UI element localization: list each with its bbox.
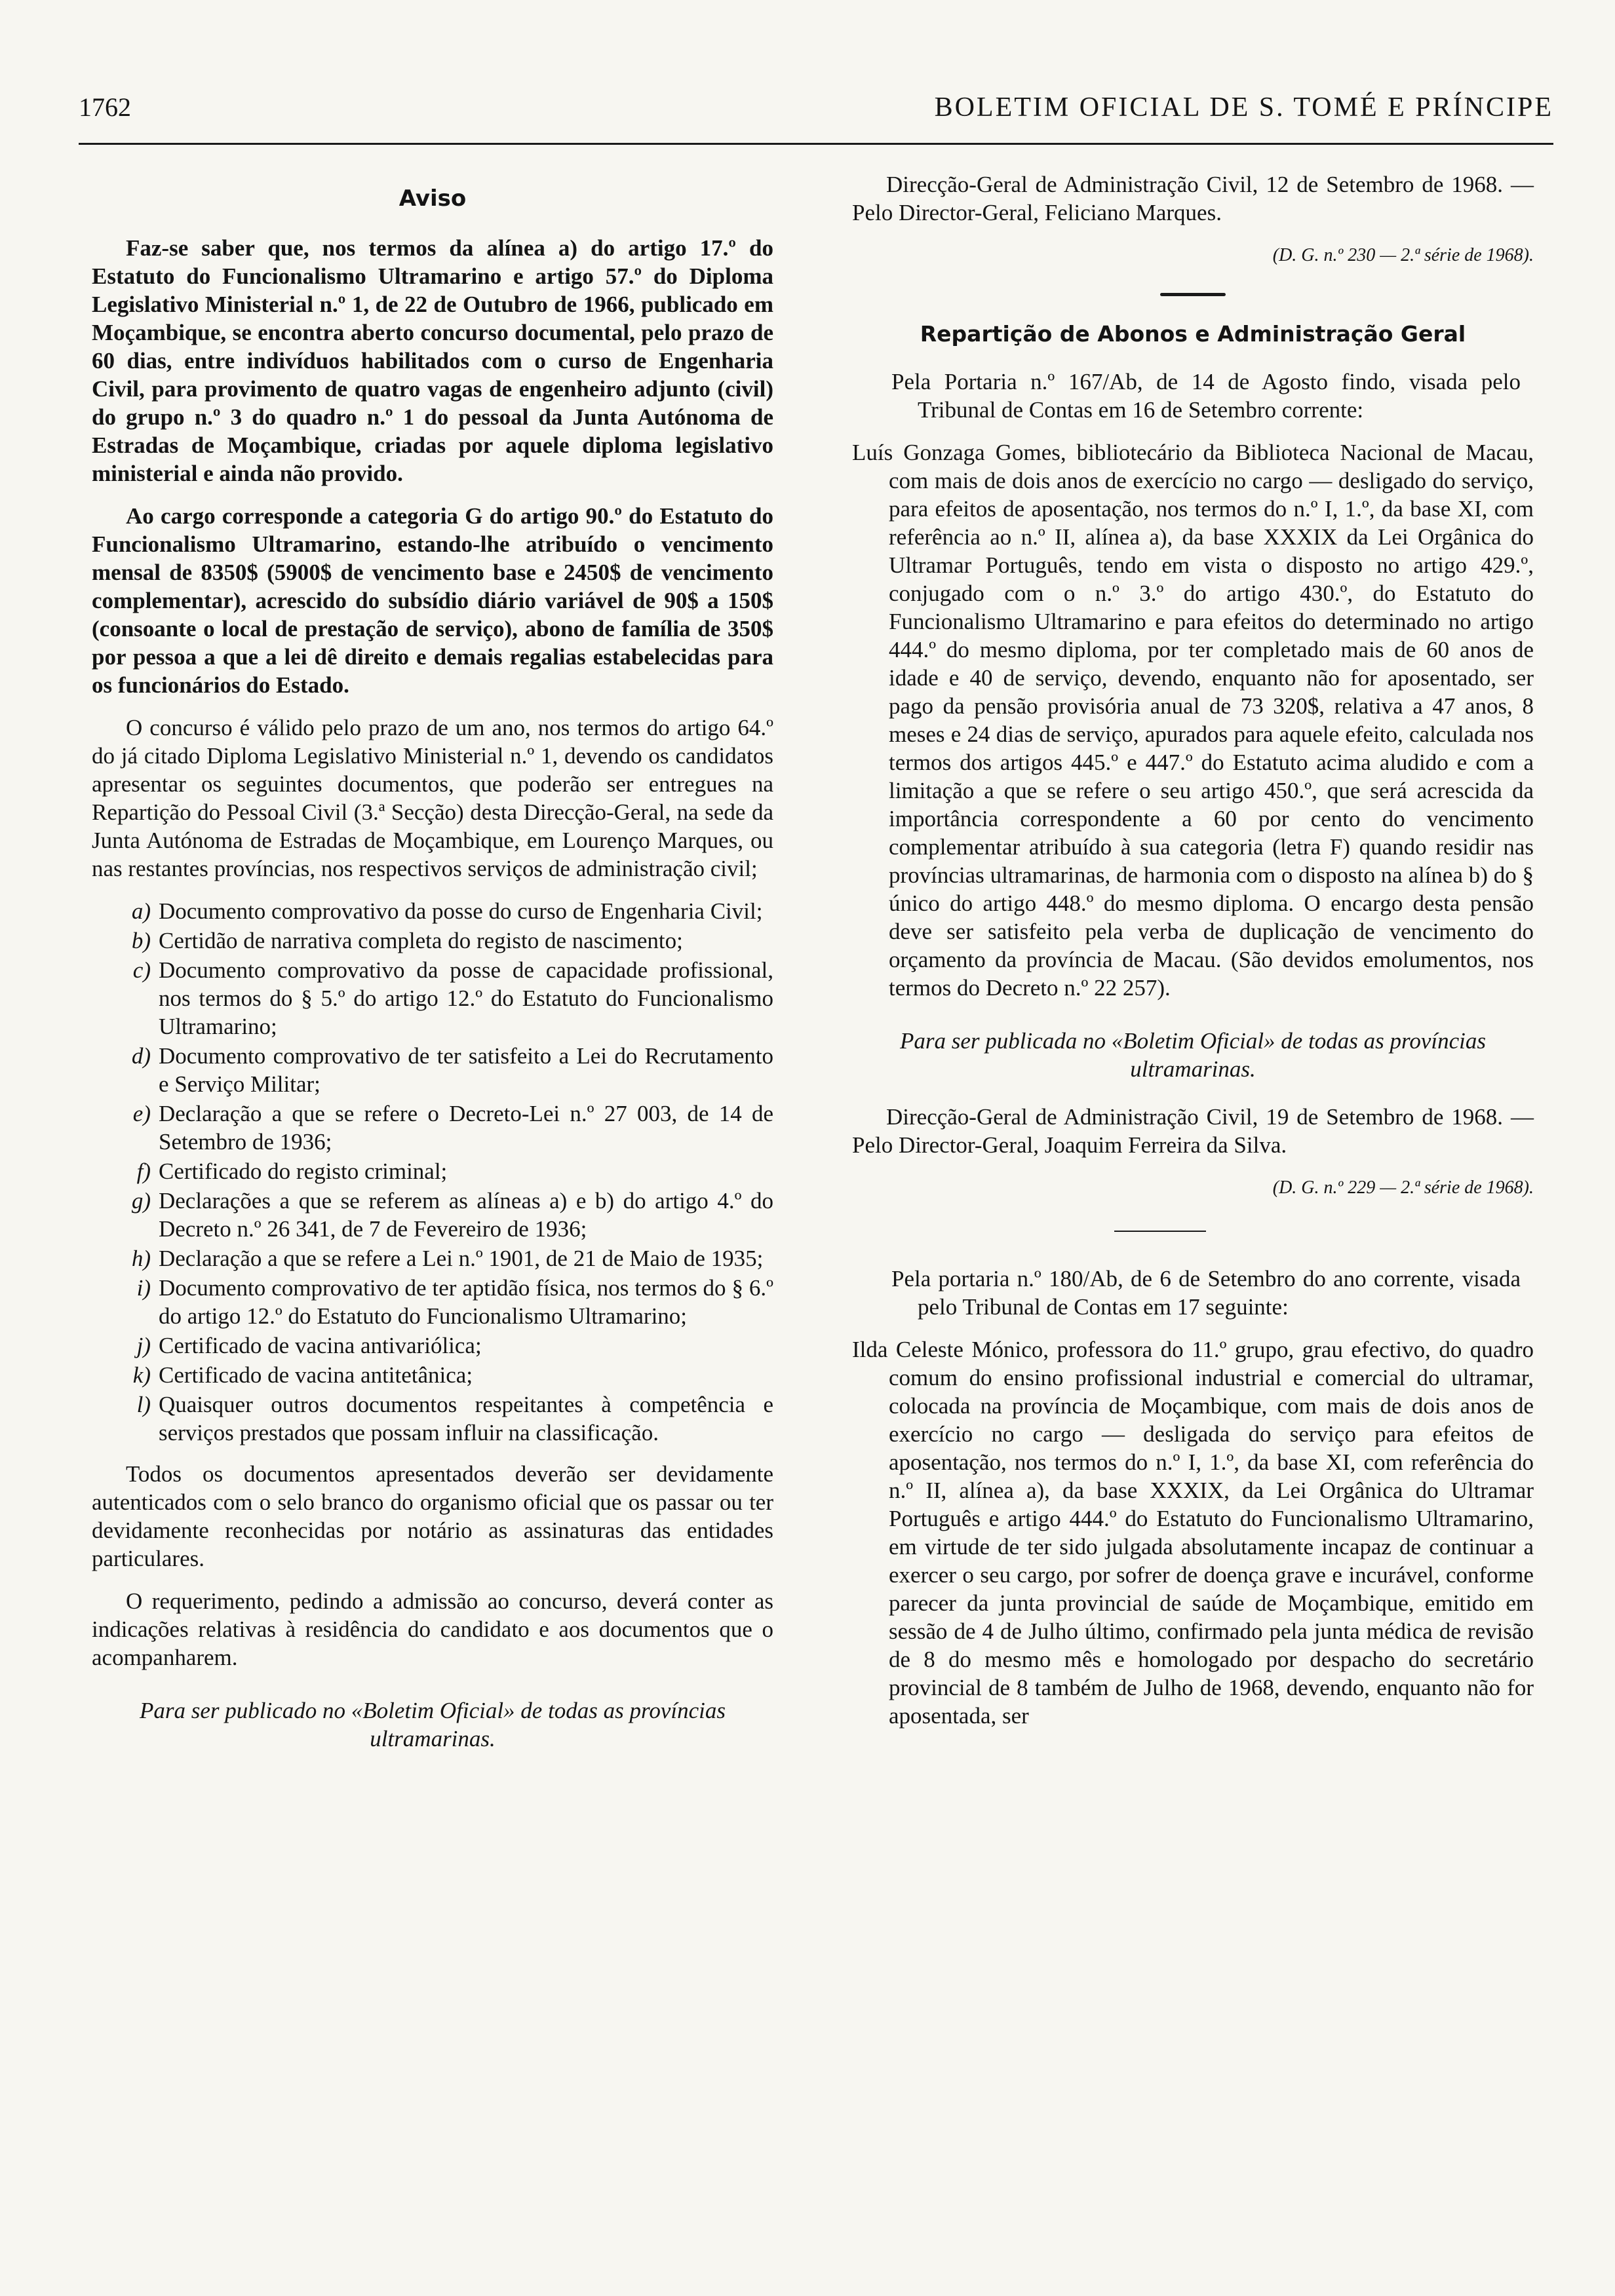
list-item — [92, 1274, 773, 1330]
portaria-intro-1: Pela Portaria n.º 167/Ab, de 14 de Agosto findo, visada pelo Tribunal de Contas em 16 de Setembro corrente: — [891, 369, 1521, 423]
list-item-text: Documento comprovativo de ter aptidão física, nos termos do § 6.º do artigo 12.º do Estatuto do Funcionalismo Ultramarino; — [159, 1275, 773, 1329]
notice-paragraph-3: O concurso é válido pelo prazo de um ano, nos termos do artigo 64.º do já citado Diploma Legislativo Ministerial n.º 1, devendo os candidatos apresentar os seguintes documentos, que poderão ser entregues na Repartição do Pessoal Civil (3.ª Secção) desta Direcção-Geral, na sede da Junta Autónoma de Estradas de Moçambique, em Lourenço Marques, ou nas restantes províncias, nos respectivos serviços de administração civil; — [92, 715, 773, 881]
list-item-label: k) — [132, 1362, 151, 1388]
list-item — [92, 897, 773, 925]
document-list — [92, 897, 773, 1447]
list-item-label: j) — [136, 1333, 151, 1358]
list-item-label: b) — [131, 928, 151, 953]
left-column — [92, 170, 773, 1772]
right-column — [852, 170, 1534, 1744]
list-item — [92, 1331, 773, 1360]
gazette-reference-2: (D. G. n.º 229 — 2.ª série de 1968). — [1272, 1177, 1534, 1198]
running-title: BOLETIM OFICIAL DE S. TOMÉ E PRÍNCIPE — [934, 92, 1553, 123]
publication-note: Para ser publicado no «Boletim Oficial» de todas as províncias ultramarinas. — [139, 1698, 726, 1751]
notice-paragraph-1: Faz-se saber que, nos termos da alínea a) do artigo 17.º do Estatuto do Funcionalismo Ultramarino e artigo 57.º do Diploma Legislativo Ministerial n.º 1, de 22 de Outubro de 1966, publicado em Moçambique, se encontra aberto concurso documental, pelo prazo de 60 dias, entre indivíduos habilitados com o curso de Engenharia Civil, para provimento de quatro vagas de engenheiro adjunto (civil) do grupo n.º 3 do quadro n.º 1 do pessoal da Junta Autónoma de Estradas de Moçambique, criadas por aquele diploma legislativo ministerial e ainda não provido. — [92, 235, 773, 486]
portaria-body-1: Luís Gonzaga Gomes, bibliotecário da Biblioteca Nacional de Macau, com mais de dois anos de exercício no cargo — desligado do serviço, para efeitos de aposentação, nos termos do n.º I, 1.º, da base XI, com referência ao n.º II, alínea a), da base XXXIX da Lei Orgânica do Ultramar Português, tendo em vista o disposto no artigo 429.º, conjugado com o n.º 3.º do artigo 430.º, do Estatuto do Funcionalismo Ultramarino e para efeitos do determinado no artigo 444.º do mesmo diploma, por ter completado mais de 60 anos de idade e 40 de serviço, devendo, enquanto não for aposentado, ser pago da pensão provisória anual de 73 320$, relativa a 47 anos, 8 meses e 24 dias de serviço, apurados para aquele efeito, calculada nos termos dos artigos 445.º e 447.º do Estatuto acima aludido e com a limitação a que se refere o seu artigo 450.º, que será acrescida da importância correspondente a 60 por cento do vencimento complementar atribuído à sua categoria (letra F) quando residir nas províncias ultramarinas, de harmonia com o disposto na alínea b) do § único do artigo 448.º do mesmo diploma. O encargo desta pensão deve ser satisfeito pela verba de duplicação de vencimento do orçamento da província de Macau. (São devidos emolumentos, nos termos do Decreto n.º 22 257). — [852, 440, 1534, 1001]
separator-line — [1114, 1231, 1206, 1232]
list-item-label: i) — [136, 1275, 151, 1301]
signature-block-2: Direcção-Geral de Administração Civil, 19 de Setembro de 1968. — Pelo Director-Geral, Joaquim Ferreira da Silva. — [852, 1104, 1534, 1158]
list-item-label: c) — [132, 957, 151, 983]
list-item-label: g) — [131, 1188, 151, 1214]
notice-paragraph-4: Todos os documentos apresentados deverão ser devidamente autenticados com o selo branco do organismo oficial que os passar ou ter devidamente reconhecidas por notário as assinaturas das entidades particulares. — [92, 1461, 773, 1571]
notice-paragraph-5: O requerimento, pedindo a admissão ao concurso, deverá conter as indicações relativas à residência do candidato e aos documentos que o acompanharem. — [92, 1588, 773, 1670]
list-item — [92, 1100, 773, 1156]
notice-title: Aviso — [399, 185, 467, 212]
page-number: 1762 — [79, 92, 131, 122]
list-item-label: e) — [132, 1101, 151, 1126]
list-item — [92, 1390, 773, 1447]
notice-paragraph-2: Ao cargo corresponde a categoria G do artigo 90.º do Estatuto do Funcionalismo Ultramarino, estando-lhe atribuído o vencimento mensal de 8350$ (5900$ de vencimento base e 2450$ de vencimento complementar), acrescido do subsídio diário variável de 90$ a 150$ (consoante o local de prestação de serviço), abono de família de 350$ por pessoa a que a lei dê direito e demais regalias estabelecidas para os funcionários do Estado. — [92, 503, 773, 698]
page-header — [79, 92, 1553, 138]
list-item-text: Declarações a que se referem as alíneas a) e b) do artigo 4.º do Decreto n.º 26 341, de 7 de Fevereiro de 1936; — [159, 1188, 773, 1242]
list-item — [92, 1361, 773, 1389]
list-item — [92, 1187, 773, 1243]
portaria-body-2: Ilda Celeste Mónico, professora do 11.º grupo, grau efectivo, do quadro comum do ensino profissional industrial e comercial do ultramar, colocada na província de Moçambique, com mais de dois anos de exercício no cargo — desligada do serviço para efeitos de aposentação, nos termos do n.º I, 1.º, da base XI, com referência do n.º II, alínea a), da base XXXIX, da Lei Orgânica do Ultramar Português e artigo 444.º do Estatuto do Funcionalismo Ultramarino, em virtude de ter sido julgada absolutamente incapaz de continuar a exercer o seu cargo, por sofrer de doença grave e incurável, conforme parecer da junta provincial de saúde de Moçambique, emitido em sessão de 4 de Julho último, confirmado pela junta médica de revisão de 8 do mesmo mês e homologado por despacho do secretário provincial de 8 também de Julho de 1968, devendo, enquanto não for aposentada, ser — [852, 1337, 1534, 1729]
list-item-text: Documento comprovativo da posse do curso de Engenharia Civil; — [159, 898, 763, 924]
list-item-text: Declaração a que se refere o Decreto-Lei n.º 27 003, de 14 de Setembro de 1936; — [159, 1101, 773, 1155]
ornament-divider — [1160, 293, 1226, 296]
list-item-label: h) — [131, 1246, 151, 1271]
list-item-text: Certidão de narrativa completa do registo de nascimento; — [159, 928, 683, 953]
publication-note-2: Para ser publicada no «Boletim Oficial» de todas as províncias ultramarinas. — [899, 1028, 1487, 1082]
section-heading: Repartição de Abonos e Administração Geral — [920, 321, 1466, 347]
portaria-intro-2: Pela portaria n.º 180/Ab, de 6 de Setembro do ano corrente, visada pelo Tribunal de Contas em 17 seguinte: — [891, 1266, 1521, 1320]
list-item-text: Documento comprovativo da posse de capacidade profissional, nos termos do § 5.º do artigo 12.º do Estatuto do Funcionalismo Ultramarino; — [159, 957, 773, 1039]
gazette-reference-1: (D. G. n.º 230 — 2.ª série de 1968). — [1272, 245, 1534, 265]
signature-block-1: Direcção-Geral de Administração Civil, 12 de Setembro de 1968. — Pelo Director-Geral, Feliciano Marques. — [852, 172, 1534, 225]
list-item-label: f) — [136, 1158, 151, 1184]
list-item-text: Certificado do registo criminal; — [159, 1158, 448, 1184]
list-item-text: Quaisquer outros documentos respeitantes à competência e serviços prestados que possam influir na classificação. — [159, 1392, 773, 1445]
list-item-label: d) — [131, 1043, 151, 1069]
list-item-label: a) — [131, 898, 151, 924]
list-item — [92, 927, 773, 955]
header-rule — [79, 143, 1553, 145]
list-item-text: Certificado de vacina antivariólica; — [159, 1333, 482, 1358]
list-item-text: Declaração a que se refere a Lei n.º 1901, de 21 de Maio de 1935; — [159, 1246, 764, 1271]
list-item — [92, 1244, 773, 1272]
list-item-label: l) — [136, 1392, 151, 1417]
list-item-text: Certificado de vacina antitetânica; — [159, 1362, 473, 1388]
list-item — [92, 1042, 773, 1098]
list-item — [92, 956, 773, 1041]
list-item — [92, 1157, 773, 1185]
list-item-text: Documento comprovativo de ter satisfeito a Lei do Recrutamento e Serviço Militar; — [159, 1043, 773, 1097]
